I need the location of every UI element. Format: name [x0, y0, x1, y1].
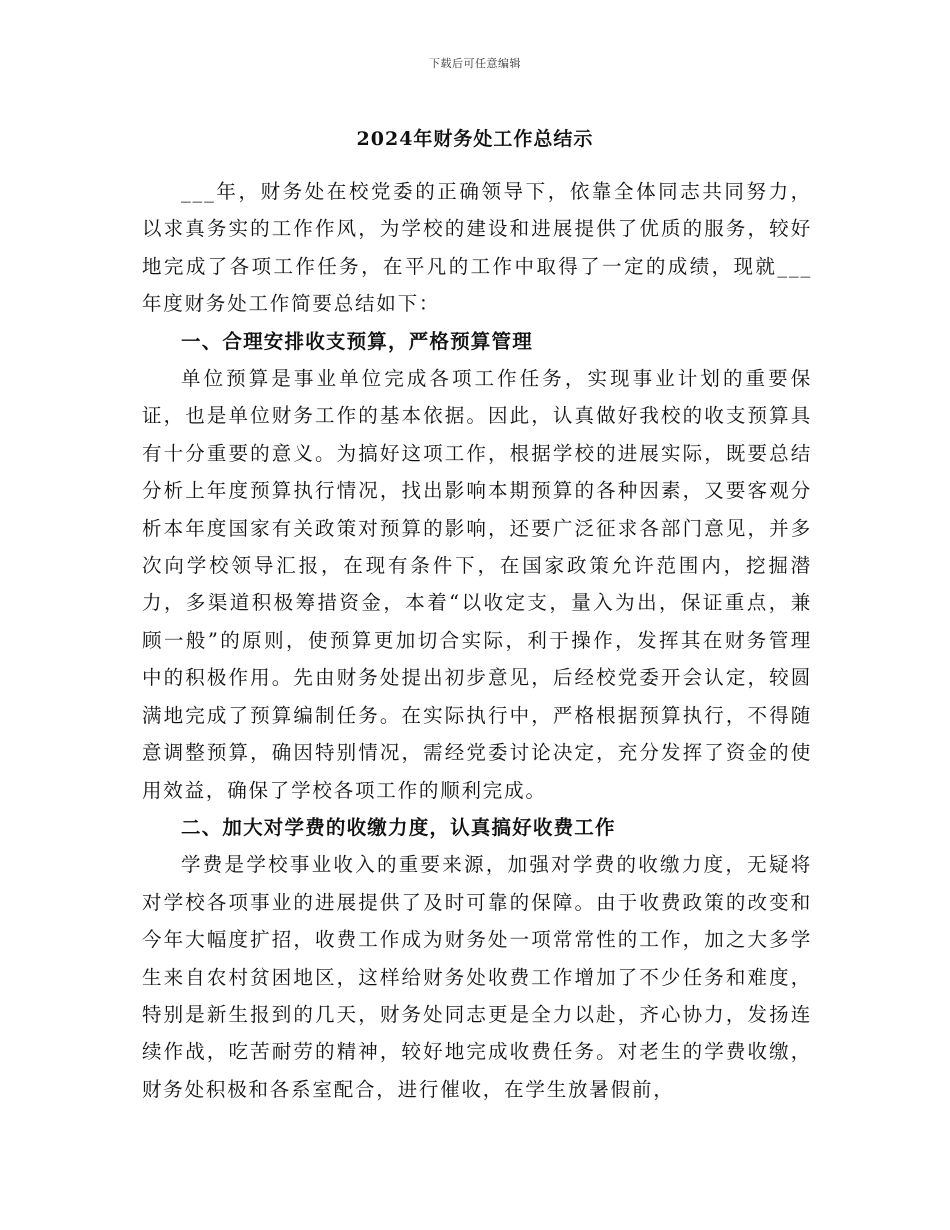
intro-paragraph: ___年，财务处在校党委的正确领导下，依靠全体同志共同努力，以求真务实的工作作风，为学校的建设和进展提供了优质的服务，较好地完成了各项工作任务，在平凡的工作中取得了一定的成绩，现就___年度财务处工作简要总结如下： [142, 180, 812, 316]
document-body [142, 173, 812, 1108]
section-1-heading: 一、合理安排收支预算，严格预算管理 [181, 329, 533, 353]
section-1-paragraph: 单位预算是事业单位完成各项工作任务，实现事业计划的重要保证，也是单位财务工作的基本依据。因此，认真做好我校的收支预算具有十分重要的意义。为搞好这项工作，根据学校的进展实际，既要总结分析上年度预算执行情况，找出影响本期预算的各种因素，又要客观分析本年度国家有关政策对预算的影响，还要广泛征求各部门意见，并多次向学校领导汇报，在现有条件下，在国家政策允许范围内，挖掘潜力，多渠道积极筹措资金，本着“以收定支，量入为出，保证重点，兼顾一般”的原则，使预算更加切合实际，利于操作，发挥其在财务管理中的积极作用。先由财务处提出初步意见，后经校党委开会认定，较圆满地完成了预算编制任务。在实际执行中，严格根据预算执行，不得随意调整预算，确因特别情况，需经党委讨论决定，充分发挥了资金的使用效益，确保了学校各项工作的顺利完成。 [142, 367, 812, 802]
section-2-heading: 二、加大对学费的收缴力度，认真搞好收费工作 [181, 815, 616, 839]
document-title: 2024年财务处工作总结示 [356, 128, 594, 150]
section-2-paragraph: 学费是学校事业收入的重要来源，加强对学费的收缴力度，无疑将对学校各项事业的进展提供了及时可靠的保障。由于收费政策的改变和今年大幅度扩招，收费工作成为财务处一项常常性的工作，加之大多学生来自农村贫困地区，这样给财务处收费工作增加了不少任务和难度，特别是新生报到的几天，财务处同志更是全力以赴，齐心协力，发扬连续作战，吃苦耐劳的精神，较好地完成收费任务。对老生的学费收缴，财务处积极和各系室配合，进行催收，在学生放暑假前， [142, 853, 812, 1101]
header-note: 下载后可任意编辑 [429, 57, 521, 70]
